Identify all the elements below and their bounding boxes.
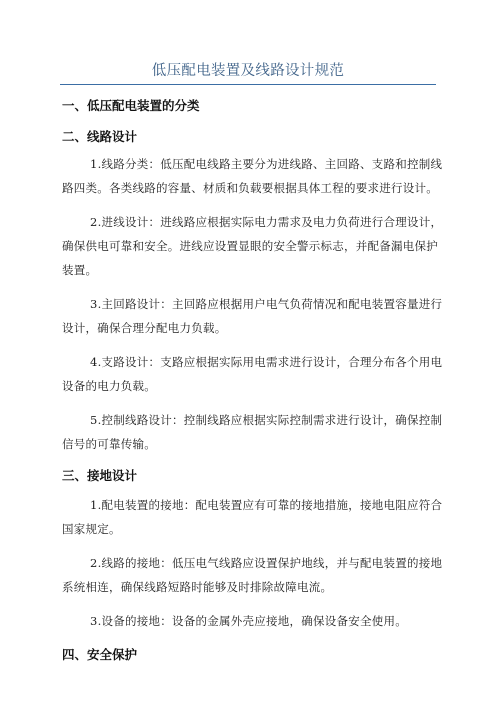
paragraph-line: 3.主回路设计：主回路应根据用户电气负荷情况和配电装置容量进行 xyxy=(90,297,443,311)
document-title: 低压配电装置及线路设计规范 xyxy=(151,63,345,79)
section-heading-line-design: 二、线路设计 xyxy=(62,129,138,144)
title-underline xyxy=(60,84,436,85)
paragraph-line: 信号的可靠传输。 xyxy=(62,437,156,451)
section-heading-classification: 一、低压配电装置的分类 xyxy=(62,98,200,113)
paragraph-line: 国家规定。 xyxy=(62,522,121,536)
paragraph-line: 3.设备的接地：设备的金属外壳应接地，确保设备安全使用。 xyxy=(90,614,407,628)
paragraph-line: 1.配电装置的接地：配电装置应有可靠的接地措施，接地电阻应符合 xyxy=(90,498,443,512)
paragraph-line: 装置。 xyxy=(62,263,98,277)
section-heading-safety: 四、安全保护 xyxy=(62,647,138,662)
paragraph-line: 设备的电力负载。 xyxy=(62,379,156,393)
paragraph-line: 设计，确保合理分配电力负载。 xyxy=(62,321,227,335)
paragraph-line: 5.控制线路设计：控制线路应根据实际控制需求进行设计，确保控制 xyxy=(90,413,443,427)
paragraph-line: 4.支路设计：支路应根据实际用电需求进行设计，合理分布各个用电 xyxy=(90,355,443,369)
paragraph-line: 系统相连，确保线路短路时能够及时排除故障电流。 xyxy=(62,580,333,594)
section-heading-grounding: 三、接地设计 xyxy=(62,468,138,483)
paragraph-line: 2.进线设计：进线路应根据实际电力需求及电力负荷进行合理设计， xyxy=(90,215,443,229)
paragraph-line: 1.线路分类：低压配电线路主要分为进线路、主回路、支路和控制线 xyxy=(90,157,443,171)
paragraph-line: 路四类。各类线路的容量、材质和负载要根据具体工程的要求进行设计。 xyxy=(62,181,438,195)
paragraph-line: 确保供电可靠和安全。进线应设置显眼的安全警示标志，并配备漏电保护 xyxy=(62,239,438,253)
paragraph-line: 2.线路的接地：低压电气线路应设置保护地线，并与配电装置的接地 xyxy=(90,556,443,570)
